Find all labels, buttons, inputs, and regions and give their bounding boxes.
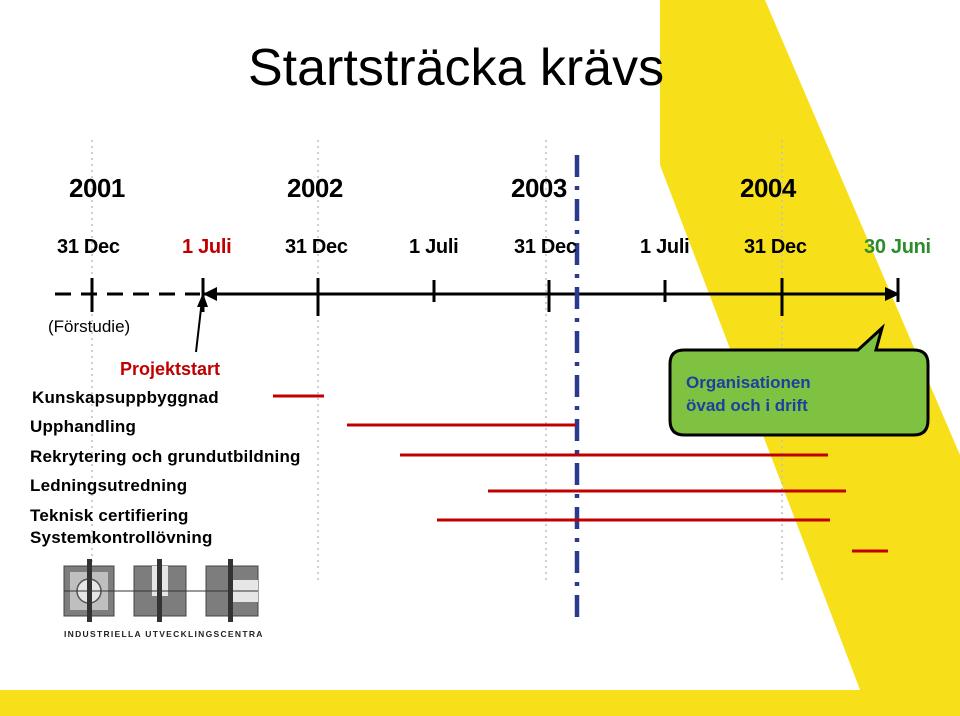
date-label: 31 Dec — [285, 236, 348, 258]
year-label-2004: 2004 — [740, 173, 796, 203]
date-label: 1 Juli — [640, 236, 690, 258]
date-label: 30 Juni — [864, 236, 931, 258]
date-label: 31 Dec — [57, 236, 120, 258]
callout-line-2: övad och i drift — [686, 396, 808, 415]
logo-wordmark: INDUSTRIELLA UTVECKLINGSCENTRA — [64, 629, 264, 639]
date-label: 31 Dec — [514, 236, 577, 258]
projektstart-label: Projektstart — [120, 359, 221, 379]
callout-text — [686, 371, 811, 417]
activity-label: Teknisk certifiering — [30, 506, 189, 525]
date-label: 31 Dec — [744, 236, 807, 258]
date-label: 1 Juli — [182, 236, 232, 258]
year-label-2002: 2002 — [287, 173, 343, 203]
date-label: 1 Juli — [409, 236, 459, 258]
activity-label: Upphandling — [30, 417, 137, 436]
activity-label: Ledningsutredning — [30, 476, 188, 495]
activity-label: Rekrytering och grundutbildning — [30, 447, 301, 466]
year-label-2003: 2003 — [511, 173, 567, 203]
activity-label: Systemkontrollövning — [30, 528, 213, 547]
iuc-logo — [64, 559, 258, 622]
prestudy-label: (Förstudie) — [48, 317, 131, 336]
slide-title: Startsträcka krävs — [248, 39, 665, 97]
projektstart-pointer — [196, 300, 202, 352]
callout-line-1: Organisationen — [686, 373, 811, 392]
yellow-footer-band — [0, 690, 960, 716]
year-label-2001: 2001 — [69, 173, 125, 203]
activity-label: Kunskapsuppbyggnad — [32, 388, 219, 407]
